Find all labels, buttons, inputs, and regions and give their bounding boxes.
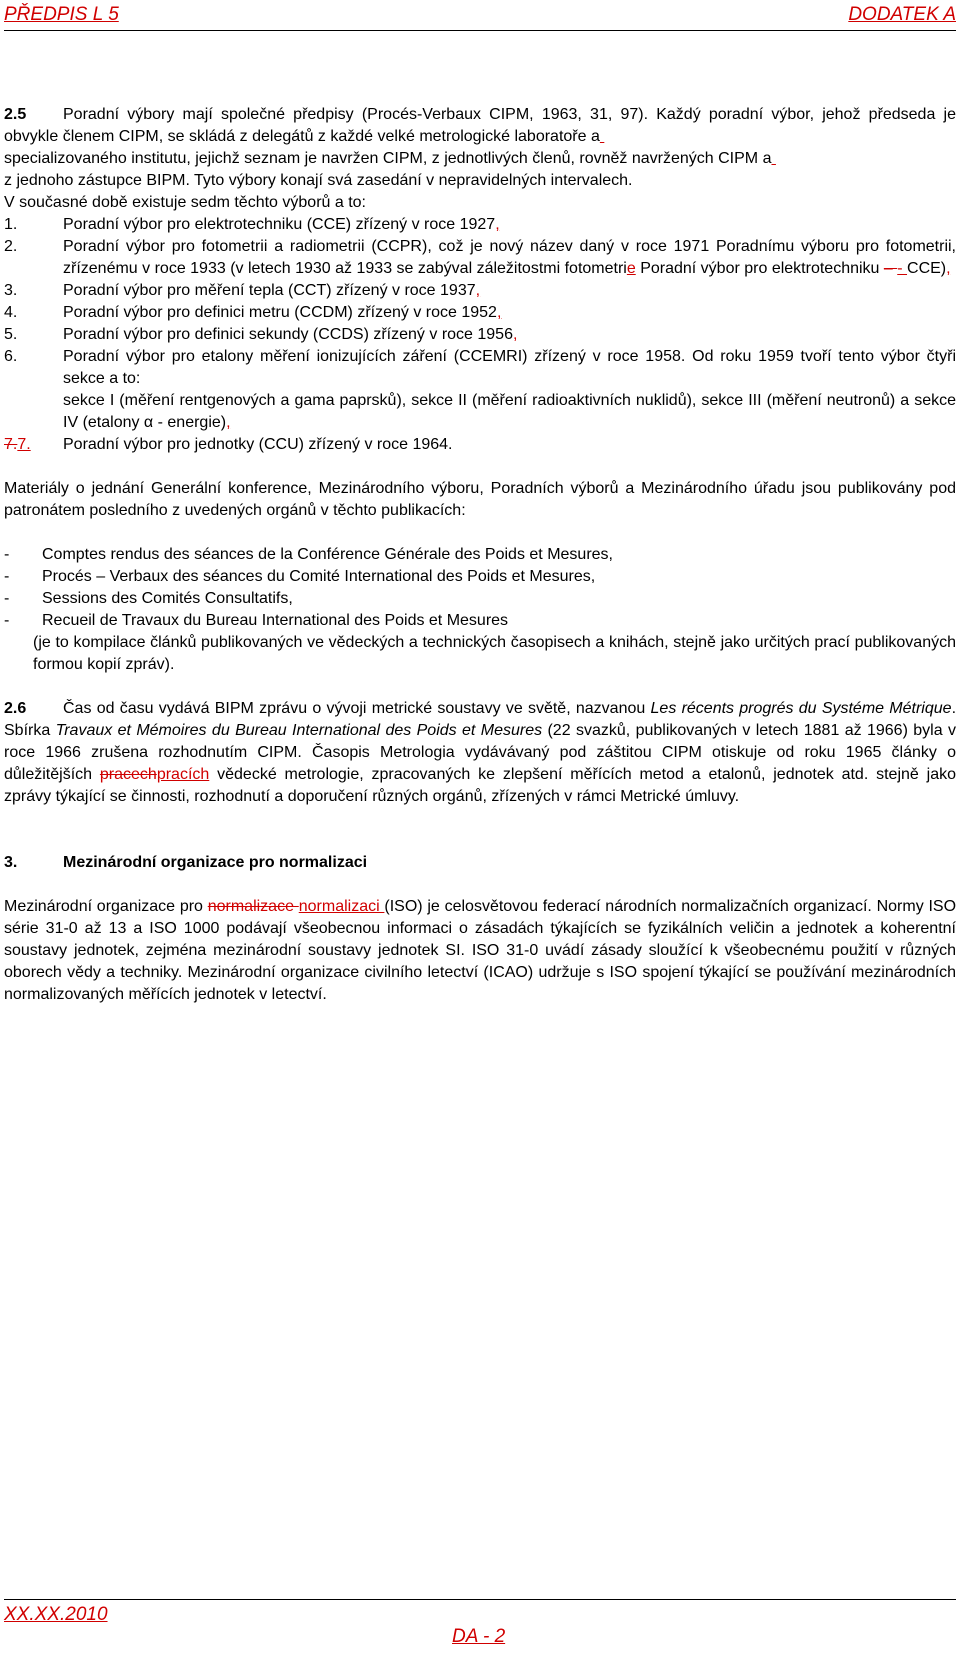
list-item: 5. Poradní výbor pro definici sekundy (CCDS) zřízený v roce 1956, bbox=[4, 326, 518, 343]
header-right: DODATEK A bbox=[848, 4, 956, 25]
page-footer bbox=[4, 1599, 956, 1647]
list-item: 3. Poradní výbor pro měření tepla (CCT) zřízený v roce 1937, bbox=[4, 282, 481, 299]
materials-intro: Materiály o jednání Generální konference, Mezinárodního výboru, Poradních výborů a Mezinárodního úřadu jsou publikovány pod patronátem posledního z uvedených orgánů v těchto publikacích: bbox=[4, 480, 956, 519]
document-body bbox=[4, 104, 956, 1006]
section-2-5-intro-2: specializovaného institutu, jejichž seznam je navržen CIPM, z jednotlivých členů, rovněž navržených CIPM a bbox=[4, 150, 772, 167]
section-number: 2.5 bbox=[4, 106, 27, 123]
list-item: 2. Poradní výbor pro fotometrii a radiometrii (CCPR), což je nový název daný v roce 1971 Poradnímu výboru pro fotometrii, zřízenému v roce 1933 (v letech 1930 až 1933 se zabýval záležitostmi fotometrie Poradní výbor pro elektrotechniku – - CCE), bbox=[4, 238, 956, 277]
list-item: - Comptes rendus des séances de la Conférence Générale des Poids et Mesures, bbox=[4, 546, 613, 563]
section-3-heading: 3. Mezinárodní organizace pro normalizaci bbox=[4, 854, 368, 871]
list-item: - Procés – Verbaux des séances du Comité International des Poids et Mesures, bbox=[4, 568, 596, 585]
list-item: 7.7. Poradní výbor pro jednotky (CCU) zřízený v roce 1964. bbox=[4, 436, 453, 453]
list-item: - Sessions des Comités Consultatifs, bbox=[4, 590, 293, 607]
section-3-body: Mezinárodní organizace pro normalizace normalizaci (ISO) je celosvětovou federací národních normalizačních organizací. Normy ISO série 31-0 až 13 a ISO 1000 podávají všeobecnou informaci o zásadách týkajících se fyzikálních veličin a jednotek a koherentní soustavy jednotek, zejména mezinárodní soustavy jednotek SI. ISO 31-0 uvádí zásady sloužící k všeobecnému použití v různých oborech vědy a techniky. Mezinárodní organizace civilního letectví (ICAO) udržuje s ISO spojení týkající se používání mezinárodních normalizovaných měřících jednotek v letectví. bbox=[4, 898, 957, 1003]
list-item: - Recueil de Travaux du Bureau International des Poids et Mesures bbox=[4, 612, 509, 629]
list-item: 6. Poradní výbor pro etalony měření ionizujících záření (CCEMRI) zřízený v roce 1958. Od roku 1959 tvoří tento výbor čtyři sekce a to: sekce I (měření rentgenových a gama paprsků), sekce II (měření radioaktivních nuklidů), sekce III (měření neutronů) a sekce IV (etalony α - energie), bbox=[4, 348, 956, 431]
page-header bbox=[4, 4, 956, 31]
section-2-6: 2.6 Čas od času vydává BIPM zprávu o vývoji metrické soustavy ve světě, nazvanou Les récents progrés du Systéme Métrique. Sbírka Travaux et Mémoires du Bureau International des Poids et Mesures (22 svazků, publikovaných v letech 1881 až 1966) byla v roce 1966 zrušena rozhodnutím CIPM. Časopis Metrologia vydávávaný pod záštitou CIPM otiskuje od roku 1965 články o důležitějších pracechpracích vědecké metrologie, zpracovaných ke zlepšení měřících metod a etalonů, jednotek atd. stejně jako zprávy týkající se činnosti, rozhodnutí a doporučení různých orgánů, zřízených v rámci Metrické úmluvy. bbox=[4, 700, 957, 805]
materials-note: (je to kompilace článků publikovaných ve vědeckých a technických časopisech a knihách, stejně jako určitých prací publikovaných formou kopií zpráv). bbox=[33, 634, 956, 673]
section-2-5-intro: 2.5 Poradní výbory mají společné předpisy (Procés-Verbaux CIPM, 1963, 31, 97). Každý poradní výbor, jehož předseda je obvykle členem CIPM, se skládá z delegátů z každé velké metrologické laboratoře a bbox=[4, 106, 956, 145]
list-item: 1. Poradní výbor pro elektrotechniku (CCE) zřízený v roce 1927, bbox=[4, 216, 500, 233]
list-item: 4. Poradní výbor pro definici metru (CCDM) zřízený v roce 1952, bbox=[4, 304, 502, 321]
page-number: DA - 2 bbox=[452, 1626, 506, 1647]
header-left: PŘEDPIS L 5 bbox=[4, 4, 119, 25]
section-2-5-intro-4: V současné době existuje sedm těchto výborů a to: bbox=[4, 194, 366, 211]
section-2-5-intro-3: z jednoho zástupce BIPM. Tyto výbory konají svá zasedání v nepravidelných intervalech. bbox=[4, 172, 633, 189]
footer-date: XX.XX.2010 bbox=[4, 1604, 108, 1625]
